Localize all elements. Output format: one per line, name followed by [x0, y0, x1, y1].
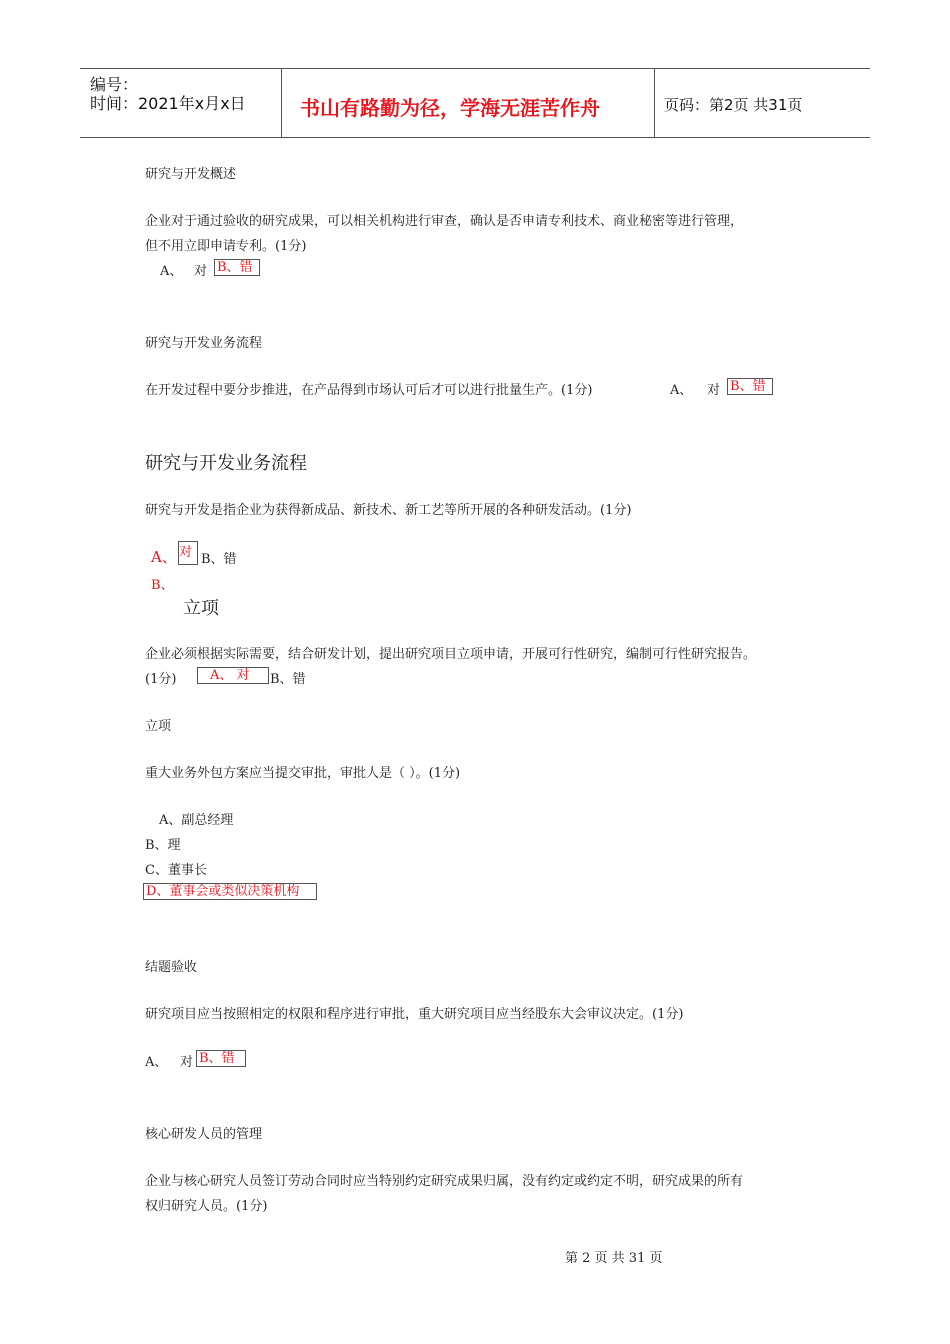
answer-box: D、董事会或类似决策机构	[143, 883, 317, 900]
answer-box: B、错	[196, 1050, 246, 1067]
option-a-text: A、副总经理	[159, 813, 234, 828]
section-title: 研究与开发业务流程	[145, 336, 263, 351]
section-title: 立项	[145, 719, 172, 734]
option-b-mark: B、	[151, 578, 174, 593]
question-text: 企业与核心研究人员签订劳动合同时应当特别约定研究成果归属，没有约定或约定不明，研究成果的所有	[145, 1174, 744, 1189]
answer-box: 对	[178, 541, 198, 565]
document-date-label: 时间：2021年x月x日	[90, 94, 246, 113]
question-text: 在开发过程中要分步推进，在产品得到市场认可后才可以进行批量生产。(1分)	[145, 383, 593, 398]
answer-box: B、错	[727, 378, 773, 395]
section-title: 研究与开发概述	[145, 167, 237, 182]
question-text: 重大业务外包方案应当提交审批，审批人是（ ）。(1分)	[145, 766, 461, 781]
header-divider	[654, 69, 655, 137]
question-text: 企业必须根据实际需要，结合研发计划，提出研究项目立项申请，开展可行性研究，编制可行性研究报告。	[145, 647, 757, 662]
option-a-label: A、	[145, 1055, 168, 1070]
section-title: 研究与开发业务流程	[145, 453, 307, 474]
option-a-label: A、	[670, 383, 693, 398]
answer-a-label: A、	[151, 548, 177, 566]
option-a-text: 对	[180, 1055, 194, 1070]
option-c-text: C、董事长	[145, 863, 207, 878]
page-header	[80, 68, 870, 138]
option-b-text: B、错	[270, 672, 306, 687]
header-motto: 书山有路勤为径，学海无涯苦作舟	[300, 96, 600, 120]
question-text: 研究项目应当按照相定的权限和程序进行审批，重大研究项目应当经股东大会审议决定。(1分)	[145, 1007, 684, 1022]
option-a-text: 对	[194, 264, 208, 279]
question-text: 但不用立即申请专利。(1分)	[145, 239, 307, 254]
question-text: 权归研究人员。(1分)	[145, 1199, 268, 1214]
question-text: 企业对于通过验收的研究成果，可以相关机构进行审查，确认是否申请专利技术、商业秘密等进行管理，	[145, 214, 744, 229]
answer-box: A、 对	[197, 667, 269, 684]
option-b-text: B、错	[201, 552, 237, 567]
option-a-text: 对	[707, 383, 721, 398]
answer-box: B、错	[214, 259, 260, 276]
question-text: (1分)	[145, 672, 177, 687]
header-divider	[281, 69, 282, 137]
footer-page-number: 第 2 页 共 31 页	[565, 1251, 663, 1266]
section-title: 结题验收	[145, 960, 198, 975]
section-title: 核心研发人员的管理	[145, 1127, 263, 1142]
header-page-label: 页码：第2页 共31页	[664, 96, 803, 114]
option-b-text: B、理	[145, 838, 181, 853]
document-number-label: 编号：	[90, 75, 139, 94]
option-a-label: A、	[160, 264, 183, 279]
question-text: 研究与开发是指企业为获得新成品、新技术、新工艺等所开展的各种研发活动。(1分)	[145, 503, 632, 518]
section-title: 立项	[183, 598, 219, 619]
